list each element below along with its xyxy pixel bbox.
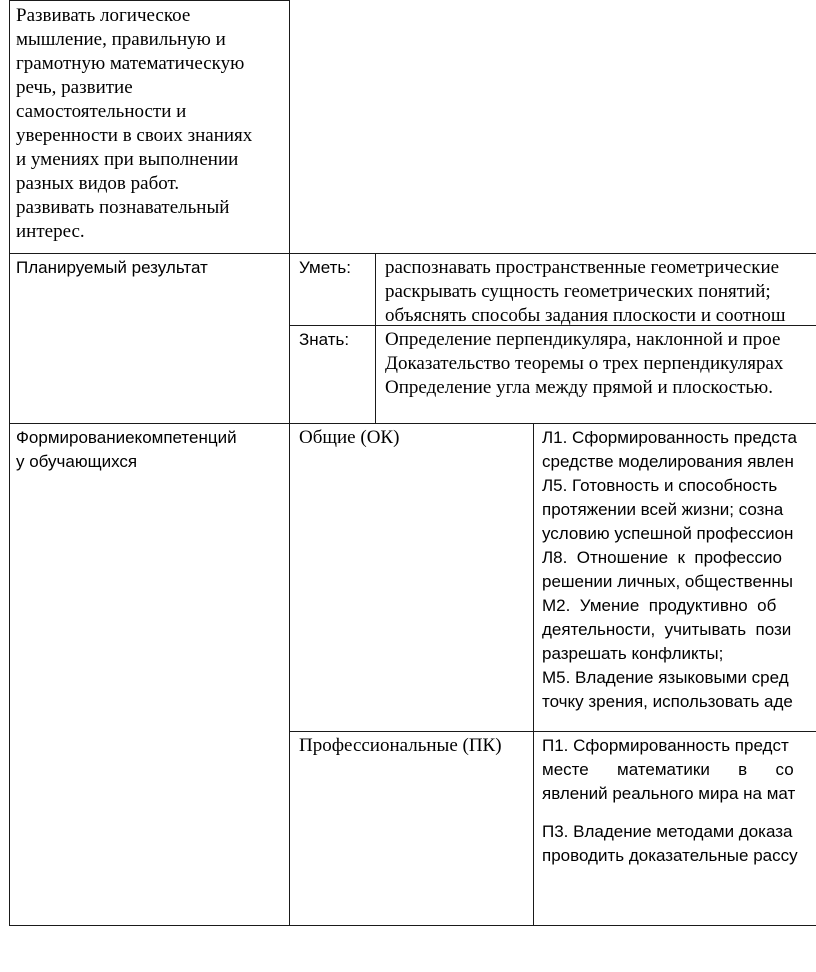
goal-line: развивать познавательный (16, 197, 230, 218)
professional-competencies-list-a (542, 734, 795, 806)
skills-label: Уметь: (299, 258, 351, 277)
general-competency-line: М5. Владение языковыми сред (542, 668, 789, 687)
competencies-label-line: Формированиекомпетенций (16, 428, 237, 447)
knowledge-label: Знать: (299, 330, 350, 349)
goal-text (16, 4, 252, 244)
goal-line: грамотную математическую (16, 53, 245, 74)
professional-competencies-label: Профессиональные (ПК) (299, 735, 502, 756)
knowledge-item: Определение перпендикуляра, наклонной и прое (385, 329, 781, 350)
general-competency-line: средстве моделирования явлен (542, 452, 794, 471)
planned-result-label: Планируемый результат (16, 258, 208, 277)
table-border-top (9, 0, 289, 1)
goal-line: и умениях при выполнении (16, 149, 239, 170)
skills-item: распознавать пространственные геометрические (385, 257, 780, 278)
goal-line: самостоятельности и (16, 101, 187, 122)
competencies-label (16, 426, 237, 474)
knowledge-item: Определение угла между прямой и плоскостью. (385, 377, 774, 398)
column-divider-main (289, 0, 290, 926)
professional-competency-line: проводить доказательные рассу (542, 846, 798, 865)
general-competency-line: разрешать конфликты; (542, 644, 724, 663)
knowledge-item: Доказательство теоремы о трех перпендикулярах (385, 353, 784, 374)
general-competency-line: решении личных, общественны (542, 572, 793, 591)
professional-competency-line: месте математики в со (542, 760, 794, 779)
professional-competency-line: П1. Сформированность предст (542, 736, 789, 755)
general-competency-line: Л5. Готовность и способность (542, 476, 778, 495)
general-competencies-label: Общие (ОК) (299, 427, 400, 448)
general-competency-line: протяжении всей жизни; созна (542, 500, 784, 519)
column-divider-competency (533, 423, 534, 926)
general-competency-line: деятельности, учитывать пози (542, 620, 792, 639)
goal-line: Развивать логическое (16, 5, 191, 26)
row-divider-goal (9, 253, 816, 254)
goal-line: разных видов работ. (16, 173, 180, 194)
goal-line: речь, развитие (16, 77, 133, 98)
row-divider-planned (9, 423, 816, 424)
skills-item: объяснять способы задания плоскости и соотнош (385, 305, 786, 326)
column-divider-label (375, 253, 376, 424)
general-competency-line: условию успешной профессион (542, 524, 794, 543)
general-competency-line: М2. Умение продуктивно об (542, 596, 777, 615)
row-divider-general-professional (289, 731, 816, 732)
table-border-bottom (9, 925, 816, 926)
goal-line: интерес. (16, 221, 85, 242)
skills-item: раскрывать сущность геометрических понятий; (385, 281, 771, 302)
general-competency-line: Л1. Сформированность предста (542, 428, 797, 447)
competencies-label-line: у обучающихся (16, 452, 138, 471)
goal-line: мышление, правильную и (16, 29, 226, 50)
knowledge-list (385, 328, 783, 400)
professional-competencies-list-b (542, 820, 798, 868)
professional-competency-line: П3. Владение методами доказа (542, 822, 793, 841)
skills-list (385, 256, 786, 328)
general-competency-line: точку зрения, использовать аде (542, 692, 793, 711)
general-competencies-list (542, 426, 816, 714)
table-border-left (9, 0, 10, 926)
general-competency-line: Л8. Отношение к профессио (542, 548, 782, 567)
professional-competency-line: явлений реального мира на мат (542, 784, 796, 803)
goal-line: уверенности в своих знаниях (16, 125, 253, 146)
